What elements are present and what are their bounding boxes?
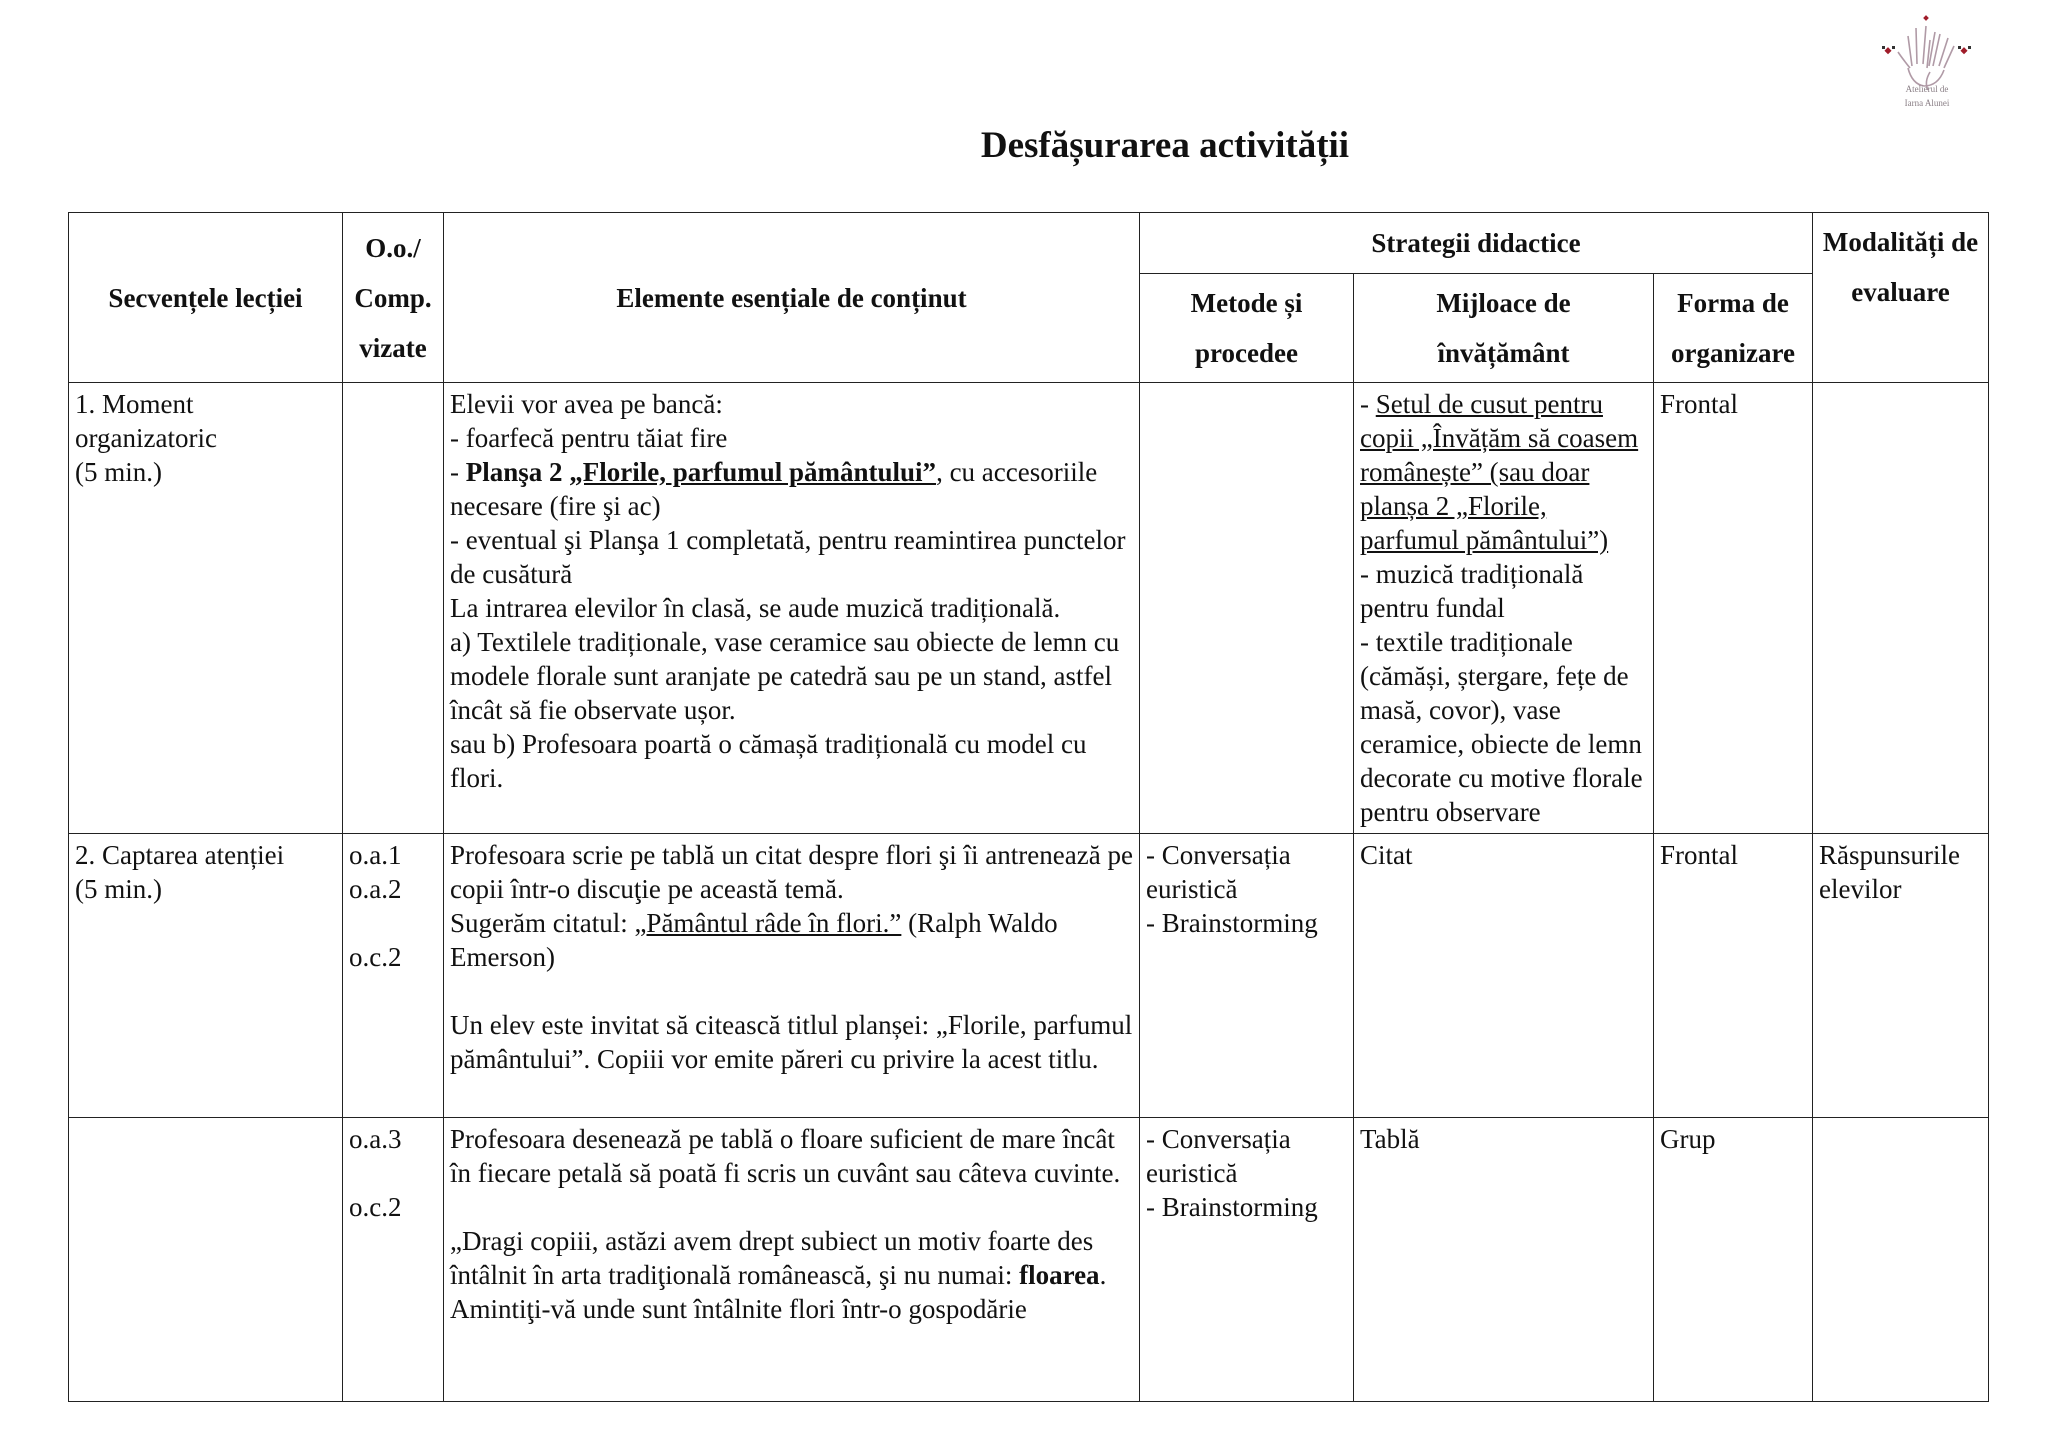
- content-cell: Profesoara scrie pe tablă un citat despre flori şi îi antrenează pe copii într-o discuţie pe această temă. Sugerăm citatul: „Pământul râde în flori.” (Ralph Waldo Emerson) Un elev este invitat să citească titlul planșei: „Florile, parfumul pământului”. Copiii vor emite păreri cu privire la acest titlu.: [444, 834, 1140, 1118]
- header-evaluare: Modalități de evaluare: [1813, 213, 1989, 383]
- methods-cell: - Conversația euristică - Brainstorming: [1140, 834, 1354, 1118]
- sequence-cell: 2. Captarea atenției (5 min.): [69, 834, 343, 1118]
- content-cell: Elevii vor avea pe bancă: - foarfecă pentru tăiat fire - Planşa 2 „Florile, parfumul pământului”, cu accesoriile necesare (fire şi ac) - eventual şi Planşa 1 completată, pentru reamintirea punctelor de cusătură La intrarea elevilor în clasă, se aude muzică tradițională. a) Textilele tradiționale, vase ceramice sau obiecte de lemn cu modele florale sunt aranjate pe catedră sau pe un stand, astfel încât să fie observate ușor. sau b) Profesoara poartă o cămașă tradițională cu model cu flori.: [444, 383, 1140, 834]
- sequence-cell: [69, 1118, 343, 1402]
- table-row: [69, 383, 1989, 834]
- header-forma: Forma de organizare: [1654, 274, 1813, 383]
- methods-cell: [1140, 383, 1354, 834]
- header-mijloace: Mijloace de învățământ: [1354, 274, 1654, 383]
- header-secvente: Secvențele lecției: [69, 213, 343, 383]
- logo-text-2: Iarna Alunei: [1904, 98, 1950, 108]
- header-strategii: Strategii didactice: [1140, 213, 1813, 274]
- objectives-cell: [343, 383, 444, 834]
- lesson-plan-table: [68, 212, 1989, 1402]
- objectives-cell: o.a.3 o.c.2: [343, 1118, 444, 1402]
- content-cell: Profesoara desenează pe tablă o floare suficient de mare încât în fiecare petală să poată fi scris un cuvânt sau câteva cuvinte. „Dragi copiii, astăzi avem drept subiect un motiv foarte des întâlnit în arta tradiţională românească, şi nu numai: floarea. Amintiţi-vă unde sunt întâlnite flori într-o gospodărie: [444, 1118, 1140, 1402]
- logo-text-1: Atelierul de: [1905, 84, 1949, 94]
- evaluation-cell: Răspunsurile elevilor: [1813, 834, 1989, 1118]
- organization-cell: Grup: [1654, 1118, 1813, 1402]
- hands-icon: [1872, 6, 1982, 110]
- header-row: [69, 213, 1989, 274]
- methods-cell: - Conversația euristică - Brainstorming: [1140, 1118, 1354, 1402]
- header-continut: Elemente esențiale de conținut: [444, 213, 1140, 383]
- embroidered-hands-logo: [1872, 6, 1982, 110]
- header-metode: Metode și procedee: [1140, 274, 1354, 383]
- table-row: [69, 1118, 1989, 1402]
- evaluation-cell: [1813, 1118, 1989, 1402]
- objectives-cell: o.a.1 o.a.2 o.c.2: [343, 834, 444, 1118]
- evaluation-cell: [1813, 383, 1989, 834]
- organization-cell: Frontal: [1654, 834, 1813, 1118]
- table-row: [69, 834, 1989, 1118]
- page-title: Desfășurarea activității: [980, 125, 1350, 166]
- resources-cell: Tablă: [1354, 1118, 1654, 1402]
- header-obiective: O.o./ Comp. vizate: [343, 213, 444, 383]
- resources-cell: - Setul de cusut pentru copii „Învățăm să coasem românește” (sau doar planșa 2 „Florile, parfumul pământului”) - muzică tradițională pentru fundal - textile tradiționale (cămăși, ștergare, fețe de masă, covor), vase ceramice, obiecte de lemn decorate cu motive florale pentru observare: [1354, 383, 1654, 834]
- sequence-cell: 1. Moment organizatoric (5 min.): [69, 383, 343, 834]
- resources-cell: Citat: [1354, 834, 1654, 1118]
- organization-cell: Frontal: [1654, 383, 1813, 834]
